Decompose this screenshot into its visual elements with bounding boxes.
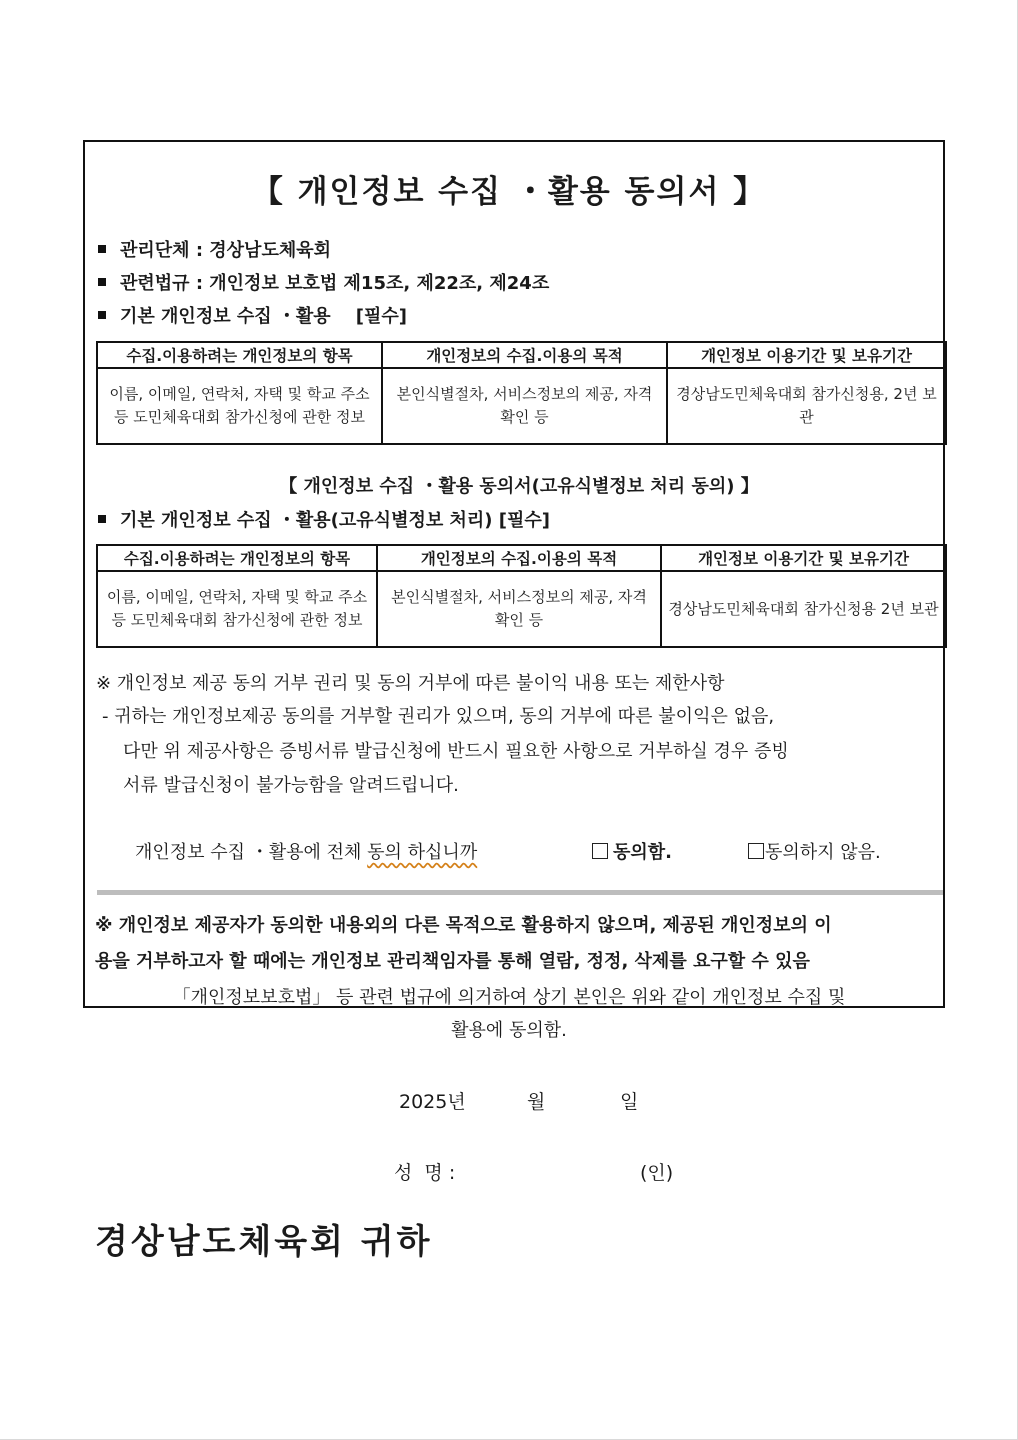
agree-label: 동의함. <box>613 842 673 863</box>
table1-cell-purpose: 본인식별절차, 서비스정보의 제공, 자격 확인 등 <box>382 368 667 444</box>
statement-line-3: 「개인정보보호법」 등 관련 법규에 의거하여 상기 본인은 위와 같이 개인정보 수집 및 <box>172 987 846 1008</box>
document-title: 【 개인정보 수집 ・활용 동의서 】 <box>251 174 767 210</box>
disagree-label: 동의하지 않음. <box>765 842 881 863</box>
consent-question <box>135 838 477 864</box>
square-bullet-icon <box>98 515 106 523</box>
table1-header-purpose: 개인정보의 수집.이용의 목적 <box>382 342 667 368</box>
disagree-checkbox[interactable] <box>748 843 764 859</box>
table1-header-period: 개인정보 이용기간 및 보유기간 <box>667 342 946 368</box>
refusal-notice-line-3: 서류 발급신청이 불가능함을 알려드립니다. <box>123 775 459 796</box>
table2-header-items: 수집.이용하려는 개인정보의 항목 <box>97 545 377 571</box>
agree-option[interactable] <box>592 838 672 864</box>
signature-label: 성 명 : <box>394 1162 456 1184</box>
statement-line-2: 용을 거부하고자 할 때에는 개인정보 관리책임자를 통해 열람, 정정, 삭제를 요구할 수 있음 <box>95 951 810 972</box>
refusal-notice-heading: ※ 개인정보 제공 동의 거부 권리 및 동의 거부에 따른 불이익 내용 또는 제한사항 <box>96 673 725 694</box>
info-table-2 <box>96 544 947 648</box>
law-text: 관련법규 : 개인정보 보호법 제15조, 제22조, 제24조 <box>120 273 550 294</box>
square-bullet-icon <box>98 245 106 253</box>
seal-mark: (인) <box>640 1162 674 1184</box>
statement-line-1: ※ 개인정보 제공자가 동의한 내용외의 다른 목적으로 활용하지 않으며, 제공된 개인정보의 이 <box>95 915 832 936</box>
statement-line-4: 활용에 동의함. <box>451 1020 567 1041</box>
refusal-notice-line-2: 다만 위 제공사항은 증빙서류 발급신청에 반드시 필요한 사항으로 거부하실 경우 증빙 <box>123 741 789 762</box>
square-bullet-icon <box>98 278 106 286</box>
table1-cell-period: 경상남도민체육대회 참가신청용, 2년 보관 <box>667 368 946 444</box>
org-text: 관리단체 : 경상남도체육회 <box>120 240 331 261</box>
agree-checkbox[interactable] <box>592 843 608 859</box>
info-table-1 <box>96 341 947 445</box>
basic-text: 기본 개인정보 수집 ・활용 [필수] <box>120 306 407 327</box>
date-day: 일 <box>620 1091 639 1113</box>
table2-cell-period: 경상남도민체육대회 참가신청용 2년 보관 <box>661 571 946 647</box>
section-subtitle: 【 개인정보 수집 ・활용 동의서(고유식별정보 처리 동의) 】 <box>279 476 759 497</box>
table2-header-period: 개인정보 이용기간 및 보유기간 <box>661 545 946 571</box>
law-line <box>98 269 549 295</box>
consent-question-text: 개인정보 수집 ・활용에 전체 <box>135 842 368 863</box>
date-month: 월 <box>527 1091 546 1113</box>
table1-header-items: 수집.이용하려는 개인정보의 항목 <box>97 342 382 368</box>
addressee: 경상남도체육회 귀하 <box>95 1222 433 1262</box>
date-year: 2025년 <box>399 1091 466 1113</box>
basic-line <box>98 302 407 328</box>
table2-cell-items: 이름, 이메일, 연락처, 자택 및 학교 주소 등 도민체육대회 참가신청에 관한 정보 <box>97 571 377 647</box>
square-bullet-icon <box>98 311 106 319</box>
table1-cell-items: 이름, 이메일, 연락처, 자택 및 학교 주소 등 도민체육대회 참가신청에 관한 정보 <box>97 368 382 444</box>
section-divider <box>97 890 943 895</box>
refusal-notice-line-1: - 귀하는 개인정보제공 동의를 거부할 권리가 있으며, 동의 거부에 따른 불이익은 없음, <box>102 706 775 727</box>
table2-header-purpose: 개인정보의 수집.이용의 목적 <box>377 545 661 571</box>
basic2-text: 기본 개인정보 수집 ・활용(고유식별정보 처리) [필수] <box>120 510 550 531</box>
org-line <box>98 236 331 262</box>
disagree-option[interactable] <box>748 838 881 864</box>
basic2-line <box>98 506 550 532</box>
consent-question-highlight: 동의 하십니까 <box>367 842 478 863</box>
table2-cell-purpose: 본인식별절차, 서비스정보의 제공, 자격 확인 등 <box>377 571 661 647</box>
